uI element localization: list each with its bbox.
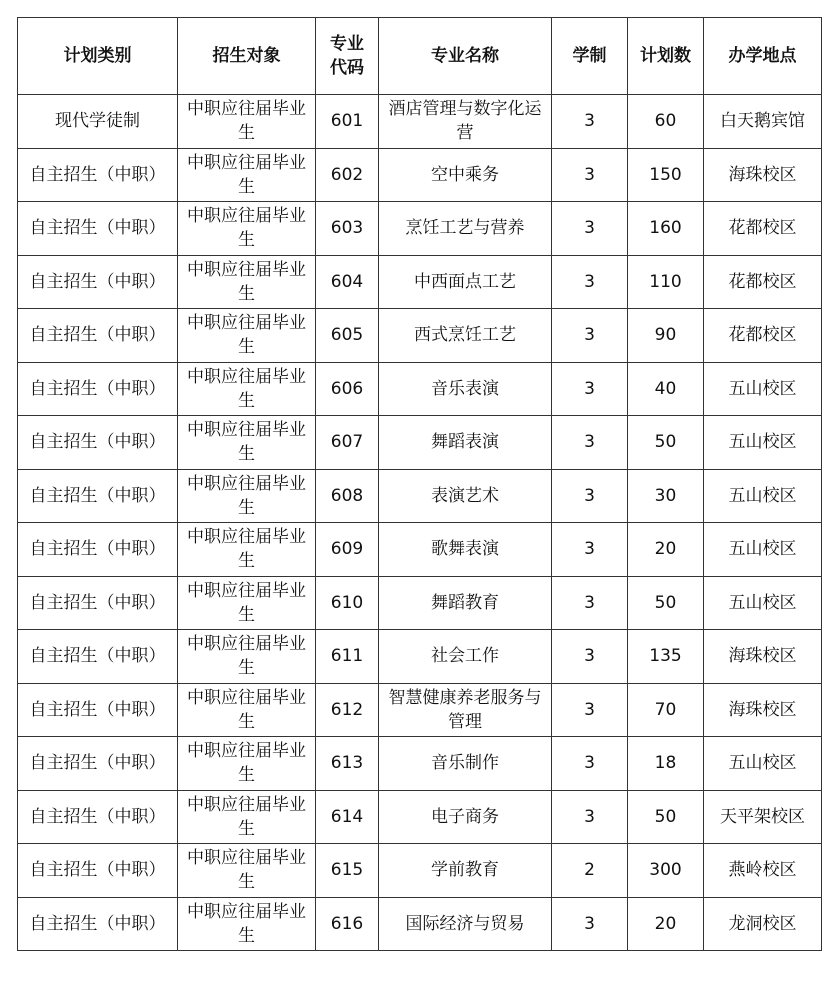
- table-row: [18, 469, 822, 523]
- cell-plan-category: 自主招生（中职）: [18, 523, 178, 577]
- cell-major-code: 614: [316, 790, 379, 844]
- table-row: [18, 523, 822, 577]
- cell-duration: 3: [552, 362, 628, 416]
- cell-major-code: 604: [316, 255, 379, 309]
- cell-duration: 2: [552, 844, 628, 898]
- cell-major-code: 613: [316, 737, 379, 791]
- cell-duration: 3: [552, 309, 628, 363]
- cell-plan-count: 300: [628, 844, 704, 898]
- cell-campus: 五山校区: [704, 362, 822, 416]
- header-campus: 办学地点: [704, 18, 822, 95]
- cell-major-name: 音乐制作: [379, 737, 552, 791]
- cell-duration: 3: [552, 683, 628, 737]
- cell-campus: 花都校区: [704, 202, 822, 256]
- header-major-name: 专业名称: [379, 18, 552, 95]
- cell-target-students: 中职应往届毕业生: [178, 95, 316, 149]
- cell-duration: 3: [552, 737, 628, 791]
- cell-duration: 3: [552, 469, 628, 523]
- cell-major-name: 舞蹈教育: [379, 576, 552, 630]
- cell-target-students: 中职应往届毕业生: [178, 202, 316, 256]
- cell-plan-count: 50: [628, 416, 704, 470]
- cell-major-name: 电子商务: [379, 790, 552, 844]
- cell-duration: 3: [552, 148, 628, 202]
- cell-plan-count: 18: [628, 737, 704, 791]
- cell-plan-category: 自主招生（中职）: [18, 202, 178, 256]
- cell-duration: 3: [552, 523, 628, 577]
- table-row: [18, 683, 822, 737]
- cell-plan-category: 自主招生（中职）: [18, 469, 178, 523]
- cell-major-code: 602: [316, 148, 379, 202]
- cell-target-students: 中职应往届毕业生: [178, 523, 316, 577]
- cell-plan-count: 30: [628, 469, 704, 523]
- table-row: [18, 630, 822, 684]
- header-target-students: 招生对象: [178, 18, 316, 95]
- cell-duration: 3: [552, 95, 628, 149]
- cell-major-name: 表演艺术: [379, 469, 552, 523]
- cell-plan-count: 135: [628, 630, 704, 684]
- cell-duration: 3: [552, 416, 628, 470]
- table-row: [18, 362, 822, 416]
- table-header: [18, 18, 822, 95]
- table-row: [18, 790, 822, 844]
- cell-major-name: 社会工作: [379, 630, 552, 684]
- header-plan-category: 计划类别: [18, 18, 178, 95]
- cell-campus: 海珠校区: [704, 683, 822, 737]
- cell-major-name: 烹饪工艺与营养: [379, 202, 552, 256]
- cell-plan-category: 现代学徒制: [18, 95, 178, 149]
- cell-plan-category: 自主招生（中职）: [18, 630, 178, 684]
- cell-major-name: 酒店管理与数字化运营: [379, 95, 552, 149]
- enrollment-plan-table-wrapper: [17, 17, 822, 951]
- cell-plan-count: 20: [628, 897, 704, 951]
- cell-major-code: 605: [316, 309, 379, 363]
- cell-plan-category: 自主招生（中职）: [18, 362, 178, 416]
- cell-major-name: 中西面点工艺: [379, 255, 552, 309]
- cell-plan-category: 自主招生（中职）: [18, 844, 178, 898]
- cell-major-code: 611: [316, 630, 379, 684]
- cell-target-students: 中职应往届毕业生: [178, 897, 316, 951]
- table-row: [18, 416, 822, 470]
- cell-target-students: 中职应往届毕业生: [178, 362, 316, 416]
- cell-plan-count: 40: [628, 362, 704, 416]
- cell-duration: 3: [552, 630, 628, 684]
- cell-campus: 海珠校区: [704, 630, 822, 684]
- header-plan-count: 计划数: [628, 18, 704, 95]
- cell-campus: 海珠校区: [704, 148, 822, 202]
- table-row: [18, 897, 822, 951]
- cell-target-students: 中职应往届毕业生: [178, 790, 316, 844]
- header-duration: 学制: [552, 18, 628, 95]
- cell-target-students: 中职应往届毕业生: [178, 844, 316, 898]
- cell-plan-count: 20: [628, 523, 704, 577]
- table-row: [18, 737, 822, 791]
- cell-target-students: 中职应往届毕业生: [178, 309, 316, 363]
- cell-major-name: 音乐表演: [379, 362, 552, 416]
- cell-major-name: 舞蹈表演: [379, 416, 552, 470]
- cell-plan-count: 110: [628, 255, 704, 309]
- cell-major-code: 607: [316, 416, 379, 470]
- cell-plan-category: 自主招生（中职）: [18, 255, 178, 309]
- cell-major-code: 612: [316, 683, 379, 737]
- cell-major-name: 空中乘务: [379, 148, 552, 202]
- cell-target-students: 中职应往届毕业生: [178, 576, 316, 630]
- header-row: [18, 18, 822, 95]
- cell-major-name: 歌舞表演: [379, 523, 552, 577]
- cell-target-students: 中职应往届毕业生: [178, 148, 316, 202]
- header-major-code: 专业代码: [316, 18, 379, 95]
- cell-target-students: 中职应往届毕业生: [178, 255, 316, 309]
- cell-duration: 3: [552, 897, 628, 951]
- cell-plan-count: 50: [628, 790, 704, 844]
- cell-plan-count: 160: [628, 202, 704, 256]
- cell-plan-category: 自主招生（中职）: [18, 897, 178, 951]
- cell-major-name: 智慧健康养老服务与管理: [379, 683, 552, 737]
- cell-plan-category: 自主招生（中职）: [18, 737, 178, 791]
- cell-campus: 燕岭校区: [704, 844, 822, 898]
- table-row: [18, 148, 822, 202]
- cell-plan-category: 自主招生（中职）: [18, 148, 178, 202]
- cell-campus: 花都校区: [704, 309, 822, 363]
- cell-plan-category: 自主招生（中职）: [18, 683, 178, 737]
- cell-plan-count: 60: [628, 95, 704, 149]
- cell-duration: 3: [552, 576, 628, 630]
- cell-major-code: 606: [316, 362, 379, 416]
- cell-major-code: 603: [316, 202, 379, 256]
- cell-plan-count: 70: [628, 683, 704, 737]
- cell-major-name: 国际经济与贸易: [379, 897, 552, 951]
- cell-duration: 3: [552, 255, 628, 309]
- cell-plan-count: 150: [628, 148, 704, 202]
- cell-target-students: 中职应往届毕业生: [178, 630, 316, 684]
- cell-major-name: 学前教育: [379, 844, 552, 898]
- cell-campus: 五山校区: [704, 469, 822, 523]
- cell-target-students: 中职应往届毕业生: [178, 683, 316, 737]
- cell-plan-category: 自主招生（中职）: [18, 416, 178, 470]
- table-body: [18, 95, 822, 951]
- cell-campus: 五山校区: [704, 416, 822, 470]
- cell-major-code: 610: [316, 576, 379, 630]
- cell-campus: 五山校区: [704, 523, 822, 577]
- cell-target-students: 中职应往届毕业生: [178, 416, 316, 470]
- table-row: [18, 844, 822, 898]
- cell-campus: 花都校区: [704, 255, 822, 309]
- cell-plan-count: 50: [628, 576, 704, 630]
- cell-campus: 五山校区: [704, 737, 822, 791]
- cell-plan-count: 90: [628, 309, 704, 363]
- cell-duration: 3: [552, 202, 628, 256]
- cell-campus: 五山校区: [704, 576, 822, 630]
- cell-campus: 龙洞校区: [704, 897, 822, 951]
- cell-campus: 天平架校区: [704, 790, 822, 844]
- table-row: [18, 95, 822, 149]
- cell-major-code: 615: [316, 844, 379, 898]
- cell-major-code: 609: [316, 523, 379, 577]
- table-row: [18, 255, 822, 309]
- table-row: [18, 576, 822, 630]
- cell-major-code: 608: [316, 469, 379, 523]
- cell-major-name: 西式烹饪工艺: [379, 309, 552, 363]
- table-row: [18, 309, 822, 363]
- cell-campus: 白天鹅宾馆: [704, 95, 822, 149]
- cell-plan-category: 自主招生（中职）: [18, 790, 178, 844]
- cell-major-code: 601: [316, 95, 379, 149]
- cell-target-students: 中职应往届毕业生: [178, 469, 316, 523]
- cell-target-students: 中职应往届毕业生: [178, 737, 316, 791]
- enrollment-plan-table: [17, 17, 822, 951]
- table-row: [18, 202, 822, 256]
- cell-plan-category: 自主招生（中职）: [18, 576, 178, 630]
- cell-duration: 3: [552, 790, 628, 844]
- cell-plan-category: 自主招生（中职）: [18, 309, 178, 363]
- cell-major-code: 616: [316, 897, 379, 951]
